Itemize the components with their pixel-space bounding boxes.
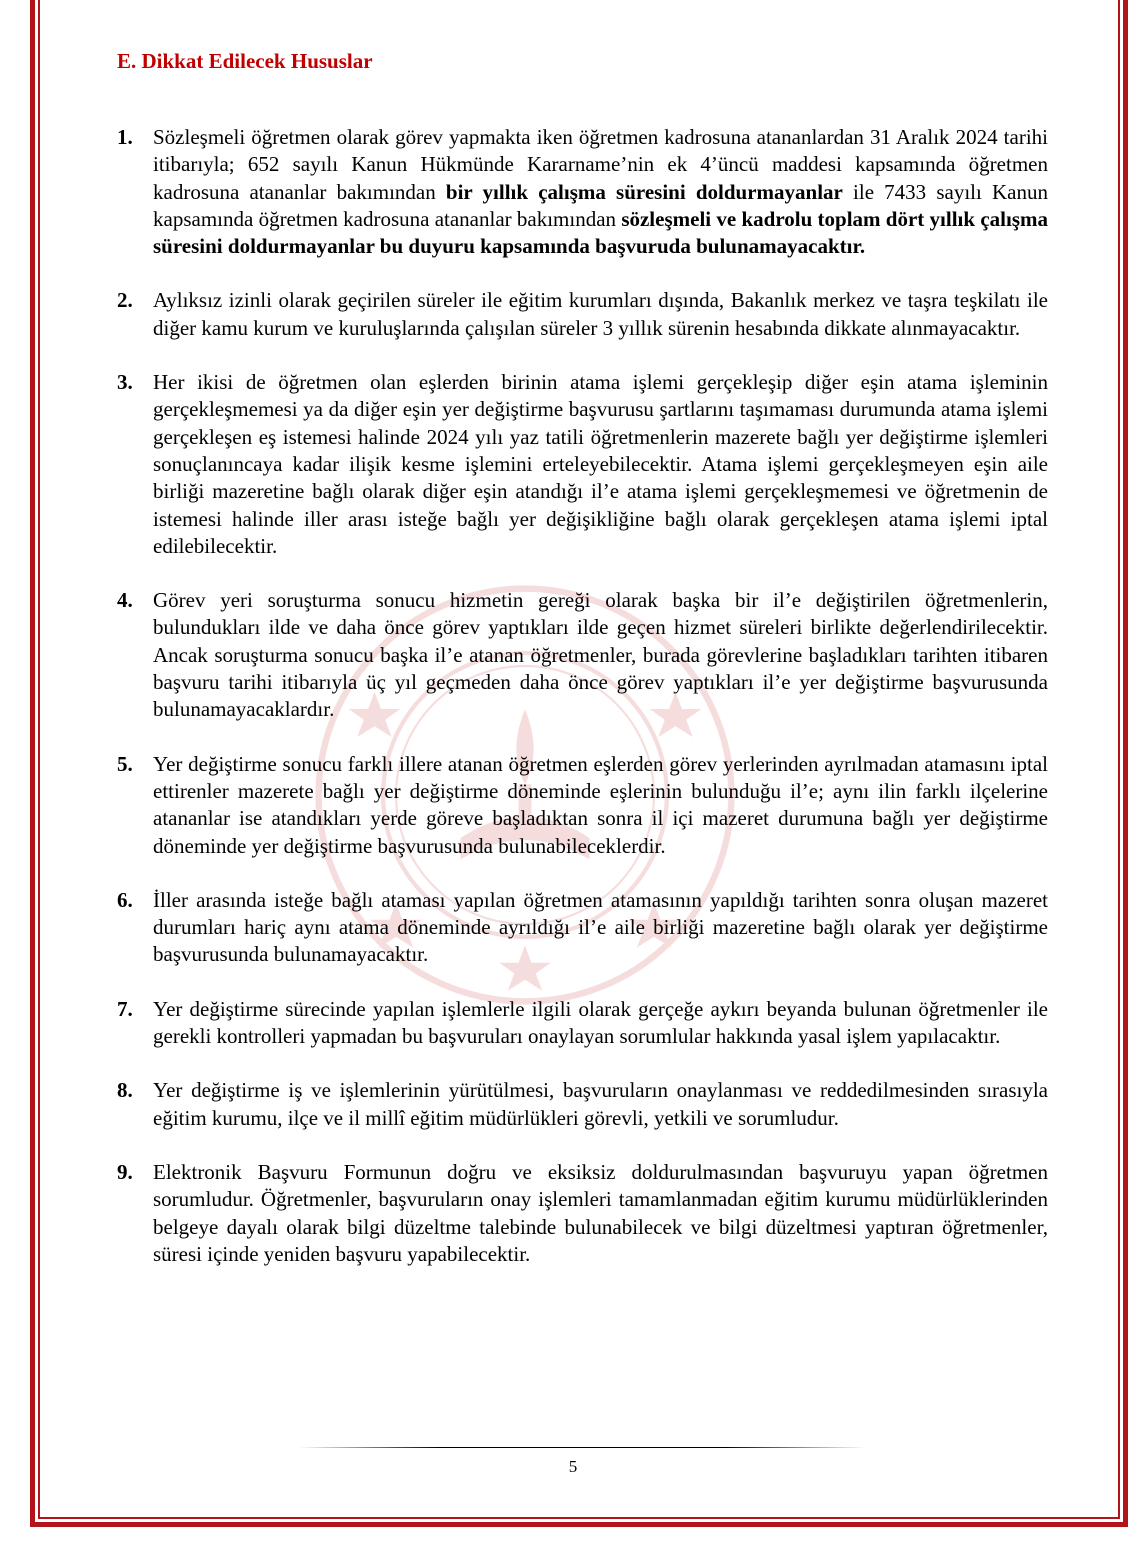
list-item <box>117 1159 1048 1268</box>
item-text: İller arasında isteğe bağlı ataması yapılan öğretmen atamasının yapıldığı tarihten sonra oluşan mazeret durumları hariç aynı atama döneminde ayrıldığı il’e aile birliği mazeretine bağlı olarak yer değiştirme başvurusunda bulunamayacaktır. <box>153 887 1048 967</box>
item-number: 8. <box>117 1078 133 1103</box>
item-number: 5. <box>117 751 133 776</box>
list-item <box>117 996 1048 1051</box>
section-title: E. Dikkat Edilecek Hususlar <box>117 49 373 73</box>
item-text: Aylıksız izinli olarak geçirilen süreler ile eğitim kurumları dışında, Bakanlık merkez ve taşra teşkilatı ile diğer kamu kurum ve kuruluşlarında çalışılan süreler 3 yıllık sürenin hesabında dikkate alınmayacaktır. <box>153 288 1048 340</box>
list-item <box>117 369 1048 560</box>
item-number: 2. <box>117 288 133 313</box>
item-text: Yer değiştirme sürecinde yapılan işlemlerle ilgili olarak gerçeğe aykırı beyanda bulunan öğretmenler ile gerekli kontrolleri yapmadan bu başvuruları onaylayan sorumlular hakkında yasal işlem yapılacaktır. <box>153 996 1048 1049</box>
item-text: Sözleşmeli öğretmen olarak görev yapmakta iken öğretmen kadrosuna atananlardan 31 Aralık 2024 tarihi itibarıyla; 652 sayılı Kanun Hükmünde Kararname’nin ek 4’üncü maddesi kapsamında öğretmen kadrosuna atananlar bakımından bir yıllık çalışma süresini doldurmayanlar ile 7433 sayılı Kanun kapsamında öğretmen kadrosuna atananlar bakımından sözleşmeli ve kadrolu toplam dört yıllık çalışma süresini doldurmayanlar bu duyuru kapsamında başvuruda bulunamayacaktır. <box>153 125 1048 259</box>
item-text: Görev yeri soruşturma sonucu hizmetin gereği olarak başka bir il’e değiştirilen öğretmenlerin, bulundukları ilde ve daha önce görev yaptıkları ilde geçen hizmet süreleri birlikte değerlendirilecektir. Ancak soruşturma sonucu başka il’e atanan öğretmenler, burada görevlerine başladıkları tarihten itibaren başvuru tarihi itibarıyla üç yıl geçmeden daha önce görev yaptıkları il’e yer değiştirme başvurusunda bulunamayacaklardır. <box>153 588 1048 722</box>
footer-divider <box>298 1447 866 1448</box>
list-item <box>117 124 1048 260</box>
item-number: 9. <box>117 1159 133 1184</box>
list-item <box>117 287 1048 342</box>
item-text: Yer değiştirme iş ve işlemlerinin yürütülmesi, başvuruların onaylanması ve reddedilmesinden sırasıyla eğitim kurumu, ilçe ve il millî eğitim müdürlükleri görevli, yetkili ve sorumludur. <box>153 1078 1048 1130</box>
item-text: Yer değiştirme sonucu farklı illere atanan öğretmen eşlerden görev yerlerinden ayrılmadan atamasını iptal ettirenler mazerete bağlı yer değiştirme döneminde eşlerinin bulunduğu il’e; aynı ilin farklı ilçelerine atananlar ise atandıkları yerde göreve başladıktan sonra il içi mazeret durumuna bağlı yer değiştirme döneminde yer değiştirme başvurusunda bulunabileceklerdir. <box>153 751 1048 858</box>
page-number: 5 <box>568 1457 578 1476</box>
list-item <box>117 887 1048 969</box>
list-item <box>117 587 1048 723</box>
item-number: 1. <box>117 125 133 149</box>
item-text: Her ikisi de öğretmen olan eşlerden birinin atama işlemi gerçekleşip diğer eşin atama işleminin gerçekleşmemesi ya da diğer eşin yer değiştirme başvurusu şartlarını taşımaması durumunda atama işlemi gerçekleşen eş istemesi halinde 2024 yılı yaz tatili öğretmenlerin mazerete bağlı yer değiştirme işlemleri sonuçlanıncaya kadar ilişik kesme işlemini erteleyebilecektir. Atama işlemi gerçekleşmeyen eşin aile birliği mazeretine bağlı olarak diğer eşin atandığı il’e atama işlemi gerçekleşmemesi ve öğretmenin de istemesi halinde iller arası isteğe bağlı yer değişikliğine bağlı olarak gerçekleşen atama işlemi iptal edilebilecektir. <box>153 370 1048 558</box>
rules-list <box>117 124 1048 1295</box>
item-number: 7. <box>117 996 133 1021</box>
item-text: Elektronik Başvuru Formunun doğru ve eksiksiz doldurulmasından başvuruyu yapan öğretmen sorumludur. Öğretmenler, başvuruların onay işlemleri tamamlanmadan eğitim kurumu müdürlüklerinden belgeye dayalı olarak bilgi düzeltme talebinde bulunabilecek ve bilgi düzeltmesi yaptıran öğretmenler, süresi içinde yeniden başvuru yapabilecektir. <box>153 1159 1048 1266</box>
list-item <box>117 1077 1048 1132</box>
item-number: 4. <box>117 588 133 613</box>
list-item <box>117 751 1048 860</box>
item-number: 3. <box>117 370 133 395</box>
item-number: 6. <box>117 887 133 912</box>
